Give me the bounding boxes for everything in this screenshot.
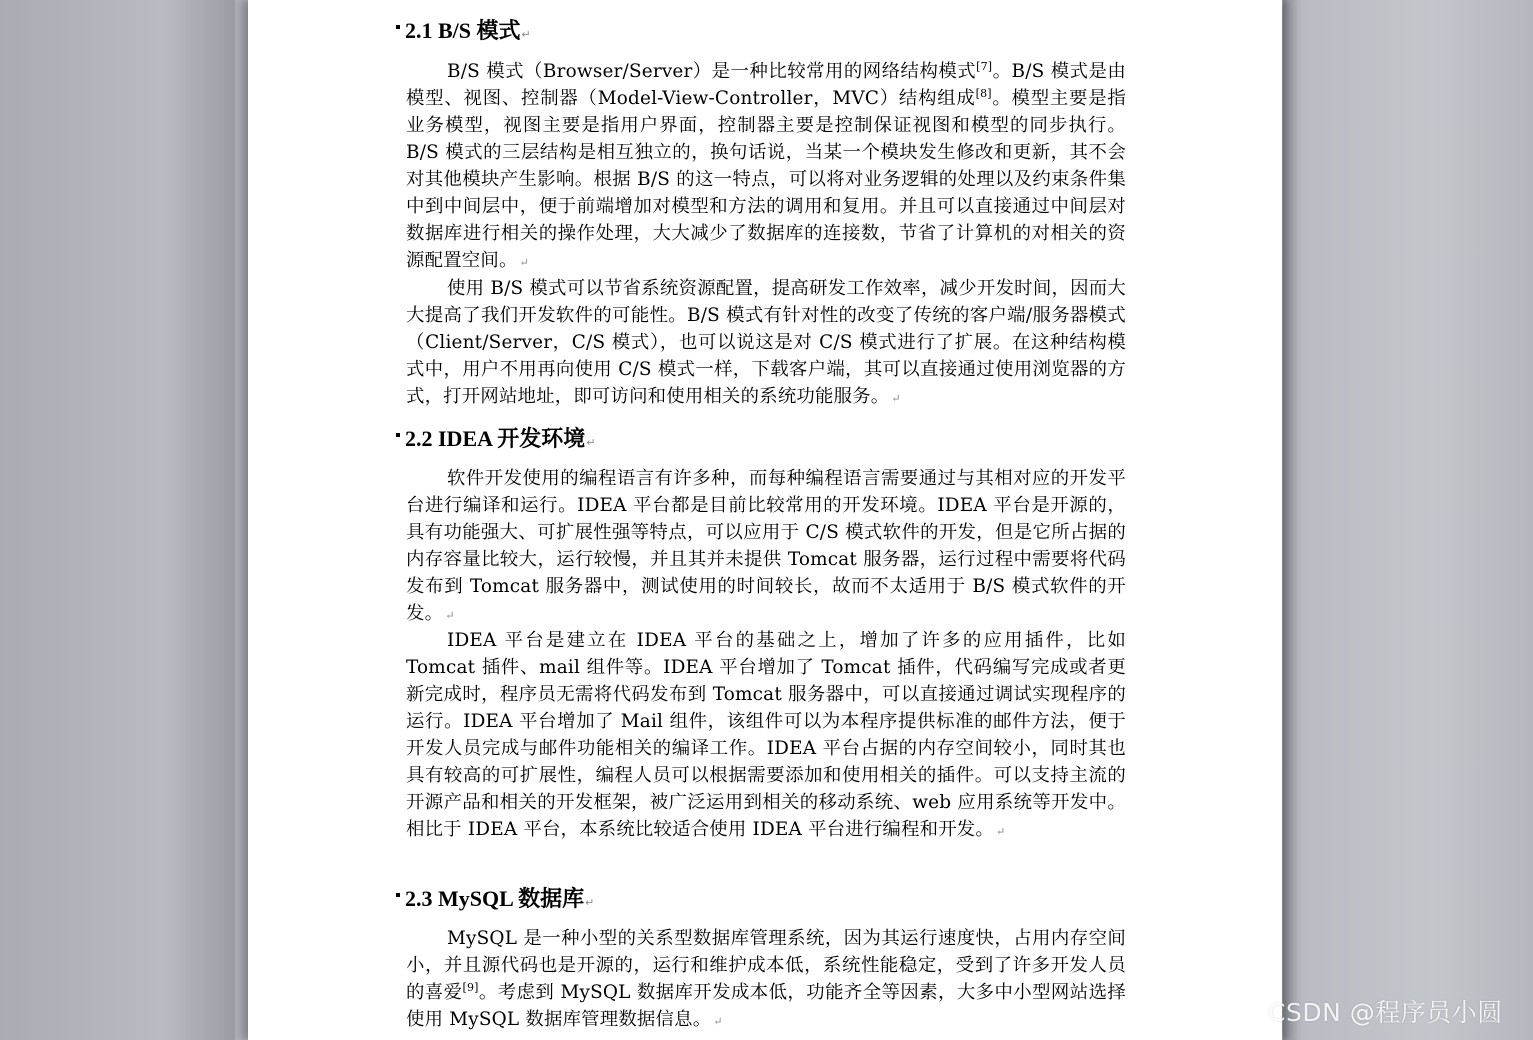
paragraph-idea-1: 软件开发使用的编程语言有许多种，而每种编程语言需要通过与其相对应的开发平台进行编译和运行。IDEA 平台都是目前比较常用的开发环境。IDEA 平台是开源的，具有功能强大、可扩展性强等特点，可以应用于 C/S 模式软件的开发，但是它所占据的内存容量比较大，运行较慢，并且其并未提供 Tomcat 服务器，运行过程中需要将代码发布到 Tomcat 服务器中，测试使用的时间较长，故而不太适用于 B/S 模式软件的开发。 ↵	[406, 468, 1126, 624]
window-background-right	[1283, 0, 1533, 1040]
paragraph-mark-icon: ↵	[519, 256, 529, 269]
paragraph-mysql-1: MySQL 是一种小型的关系型数据库管理系统，因为其运行速度快，占用内存空间小，并且源代码也是开源的，运行和维护成本低，系统性能稳定，受到了许多开发人员的喜爱[9]。考虑到 MySQL 数据库开发成本低，功能齐全等因素，大多中小型网站选择使用 MySQL 数据库管理数据信息。 ↵	[406, 928, 1126, 1030]
paragraph-mark-icon: ↵	[521, 29, 531, 41]
heading-marker-icon	[396, 25, 400, 29]
paragraph-mark-icon: ↵	[713, 1015, 723, 1028]
paragraph-idea-2: IDEA 平台是建立在 IDEA 平台的基础之上，增加了许多的应用插件，比如 Tomcat 插件、mail 组件等。IDEA 平台增加了 Tomcat 插件，代码编写完成或者更新完成时，程序员无需将代码发布到 Tomcat 服务器中，可以直接通过调试实现程序的运行。IDEA 平台增加了 Mail 组件，该组件可以为本程序提供标准的邮件方法，便于开发人员完成与邮件功能相关的编译工作。IDEA 平台占据的内存空间较小，同时其也具有较高的可扩展性，编程人员可以根据需要添加和使用相关的插件。可以支持主流的开源产品和相关的开发框架，被广泛运用到相关的移动系统、web 应用系统等开发中。相比于 IDEA 平台，本系统比较适合使用 IDEA 平台进行编程和开发。 ↵	[406, 630, 1126, 840]
heading-marker-icon	[396, 433, 400, 437]
heading-marker-icon	[396, 893, 400, 897]
watermark: CSDN @程序员小圆	[1268, 998, 1503, 1027]
window-background-left	[0, 0, 235, 1040]
section-heading-2-2: 2.2 IDEA 开发环境↵	[396, 426, 596, 456]
section-heading-2-3: 2.3 MySQL 数据库↵	[396, 886, 594, 916]
paragraph-mark-icon: ↵	[585, 897, 595, 909]
paragraph-mark-icon: ↵	[445, 609, 455, 622]
paragraph-bs-1: B/S 模式（Browser/Server）是一种比较常用的网络结构模式[7]。B/S 模式是由模型、视图、控制器（Model-View-Controller，MVC）结构组成[8]。模型主要是指业务模型，视图主要是指用户界面，控制器主要是控制保证视图和模型的同步执行。B/S 模式的三层结构是相互独立的，换句话说，当某一个模块发生修改和更新，其不会对其他模块产生影响。根据 B/S 的这一特点，可以将对业务逻辑的处理以及约束条件集中到中间层中，便于前端增加对模型和方法的调用和复用。并且可以直接通过中间层对数据库进行相关的操作处理，大大减少了数据库的连接数，节省了计算机的对相关的资源配置空间。 ↵	[406, 59, 1126, 271]
paragraph-bs-2: 使用 B/S 模式可以节省系统资源配置，提高研发工作效率，减少开发时间，因而大大提高了我们开发软件的可能性。B/S 模式有针对性的改变了传统的客户端/服务器模式（Client/Server，C/S 模式），也可以说这是对 C/S 模式进行了扩展。在这种结构模式中，用户不用再向使用 C/S 模式一样，下载客户端，其可以直接通过使用浏览器的方式，打开网站地址，即可访问和使用相关的系统功能服务。 ↵	[406, 278, 1126, 407]
section-heading-2-1: 2.1 B/S 模式↵	[396, 18, 531, 48]
paragraph-mark-icon: ↵	[891, 392, 901, 405]
paragraph-mark-icon: ↵	[995, 825, 1006, 838]
paragraph-mark-icon: ↵	[586, 437, 596, 449]
